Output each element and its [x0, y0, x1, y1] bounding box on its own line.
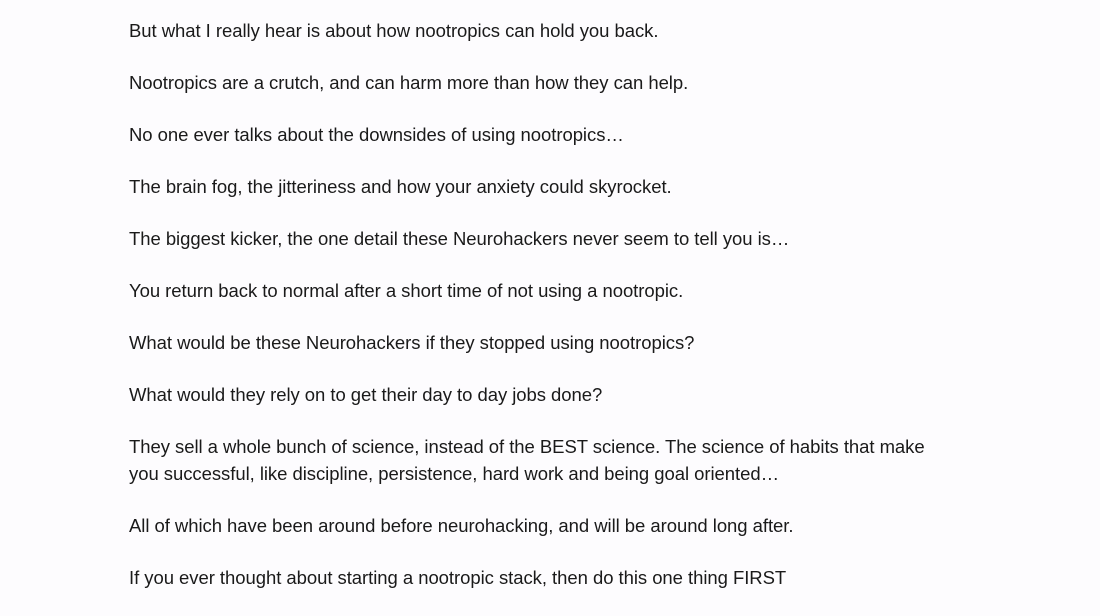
- paragraph: The brain fog, the jitteriness and how your anxiety could skyrocket.: [129, 176, 672, 197]
- document-body: [129, 17, 949, 616]
- paragraph: They sell a whole bunch of science, instead of the BEST science. The science of habits that make you successful, like discipline, persistence, hard work and being goal oriented…: [129, 436, 925, 484]
- paragraph: But what I really hear is about how nootropics can hold you back.: [129, 20, 659, 41]
- paragraph: What would they rely on to get their day to day jobs done?: [129, 384, 603, 405]
- paragraph: All of which have been around before neurohacking, and will be around long after.: [129, 515, 794, 536]
- paragraph: The biggest kicker, the one detail these Neurohackers never seem to tell you is…: [129, 228, 790, 249]
- paragraph: No one ever talks about the downsides of using nootropics…: [129, 124, 624, 145]
- paragraph: Nootropics are a crutch, and can harm more than how they can help.: [129, 72, 689, 93]
- paragraph: What would be these Neurohackers if they stopped using nootropics?: [129, 332, 695, 353]
- paragraph: You return back to normal after a short time of not using a nootropic.: [129, 280, 684, 301]
- paragraph: If you ever thought about starting a nootropic stack, then do this one thing FIRST: [129, 567, 787, 588]
